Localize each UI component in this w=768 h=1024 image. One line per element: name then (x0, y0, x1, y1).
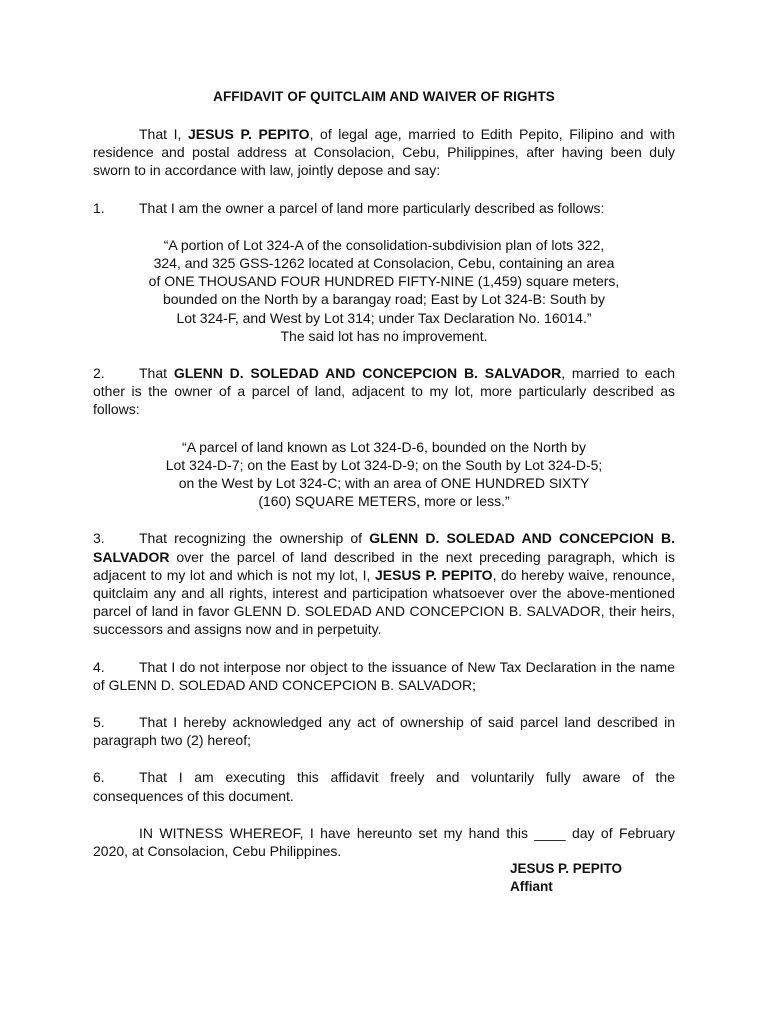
paragraph-3-pre: That recognizing the ownership of (139, 530, 370, 547)
paragraph-1-number: 1. (93, 199, 105, 216)
paragraph-3-mid: over the parcel of land described in the next preceding paragraph, which is adjacent to my lot and which is not my lot, I, (93, 548, 675, 583)
paragraph-5-number: 5. (93, 714, 105, 731)
paragraph-6-number: 6. (93, 769, 105, 786)
signature-block (510, 860, 622, 896)
paragraph-1-text: That I am the owner a parcel of land more particularly described as follows: (139, 199, 605, 216)
quote-2-line: (160) SQUARE METERS, more or less.” (258, 493, 510, 510)
paragraph-2 (93, 364, 675, 419)
intro-paragraph (93, 125, 675, 180)
intro-post: , of legal age, married to Edith Pepito, Filipino and with residence and postal address at Consolacion, Cebu, Philippines, after having been duly sworn to in accordance with law, jointly depose and say: (93, 126, 675, 179)
witness-pre: IN WITNESS WHEREOF, I have hereunto set my hand this (139, 824, 535, 841)
affiant-name-bold: JESUS P. PEPITO (375, 566, 493, 583)
quote-1-line: The said lot has no improvement. (280, 327, 488, 344)
paragraph-1 (93, 199, 675, 217)
quote-1-line: 324, and 325 GSS-1262 located at Consolacion, Cebu, containing an area (153, 255, 615, 272)
paragraph-3 (93, 529, 675, 638)
quote-2-line: Lot 324-D-7; on the East by Lot 324-D-9; on the South by Lot 324-D-5; (165, 456, 603, 473)
paragraph-4-number: 4. (93, 658, 105, 675)
witness-clause (93, 824, 675, 860)
intro-pre: That I, (139, 126, 188, 142)
date-blank: ____ (534, 824, 566, 841)
quote-1 (93, 236, 675, 345)
document-title: AFFIDAVIT OF QUITCLAIM AND WAIVER OF RIGHTS (213, 89, 555, 104)
affiant-name-intro: JESUS P. PEPITO (187, 126, 310, 142)
quote-2-line: on the West by Lot 324-C; with an area of ONE HUNDRED SIXTY (178, 475, 590, 492)
paragraph-4 (93, 658, 675, 694)
paragraph-6-text: That I am executing this affidavit freely and voluntarily fully aware of the consequences of this document. (93, 769, 675, 804)
paragraph-3-number: 3. (93, 530, 105, 547)
grantee-names-bold: GLENN D. SOLEDAD AND CONCEPCION B. SALVADOR (93, 530, 675, 565)
paragraph-5 (93, 713, 675, 749)
paragraph-5-text: That I hereby acknowledged any act of ownership of said parcel land described in paragraph two (2) hereof; (93, 714, 675, 749)
paragraph-6 (93, 768, 675, 804)
quote-2 (93, 438, 675, 511)
paragraph-2-pre: That (139, 365, 174, 382)
grantee-names: GLENN D. SOLEDAD AND CONCEPCION B. SALVADOR (173, 365, 562, 382)
quote-1-line: “A portion of Lot 324-A of the consolidation-subdivision plan of lots 322, (163, 236, 605, 253)
quote-1-line: of ONE THOUSAND FOUR HUNDRED FIFTY-NINE (1,459) square meters, (148, 273, 620, 290)
quote-2-line: “A parcel of land known as Lot 324-D-6, bounded on the North by (182, 438, 586, 455)
paragraph-4-text: That I do not interpose nor object to the issuance of New Tax Declaration in the name of GLENN D. SOLEDAD AND CONCEPCION B. SALVADOR; (93, 658, 675, 693)
affidavit-body (93, 88, 675, 860)
quote-1-line: Lot 324-F, and West by Lot 314; under Tax Declaration No. 16014.” (176, 309, 592, 326)
witness-post: day of February 2020, at Consolacion, Cebu Philippines. (93, 824, 675, 860)
signatory-name: JESUS P. PEPITO (510, 861, 623, 876)
paragraph-2-post: , married to each other is the owner of a parcel of land, adjacent to my lot, more particularly described as follows: (93, 365, 675, 418)
paragraph-3-post: , do hereby waive, renounce, quitclaim any and all rights, interest and participation whatsoever over the above-mentioned parcel of land in favor GLENN D. SOLEDAD AND CONCEPCION B. SALVADOR, their heirs, successors and assigns now and in perpetuity. (93, 566, 676, 638)
quote-1-line: bounded on the North by a barangay road; East by Lot 324-B: South by (162, 291, 606, 308)
paragraph-2-number: 2. (93, 365, 105, 382)
signatory-role: Affiant (510, 879, 553, 895)
